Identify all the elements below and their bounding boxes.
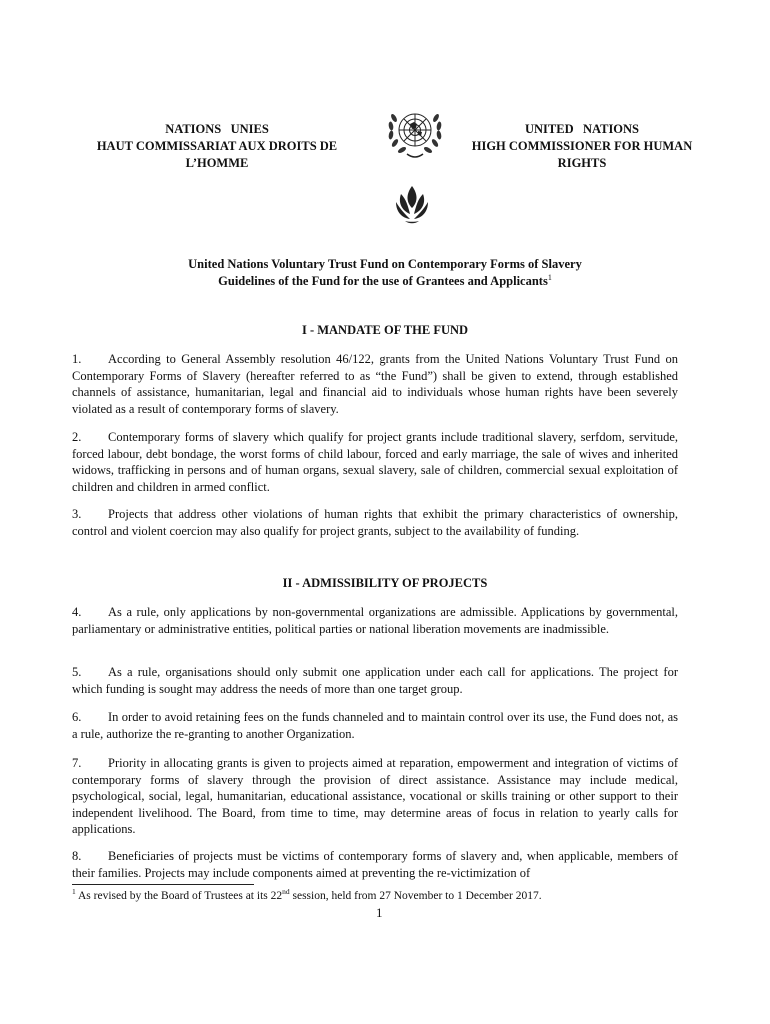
paragraph-number: 2. <box>72 430 82 444</box>
paragraph-number: 8. <box>72 849 82 863</box>
paragraph-8 <box>72 848 678 881</box>
header-left-line-2: HAUT COMMISSARIAT AUX DROITS DE <box>96 139 338 153</box>
paragraph-number: 3. <box>72 507 82 521</box>
header-right-line-2: HIGH COMMISSIONER FOR HUMAN <box>471 139 693 153</box>
footnote <box>72 887 542 902</box>
paragraph-number: 6. <box>72 710 82 724</box>
paragraph-text: Beneficiaries of projects must be victims of contemporary forms of slavery and, when applicable, members of their families. Projects may include components aimed at preventing the re-victimization of <box>72 849 678 880</box>
paragraph-text: As a rule, only applications by non-governmental organizations are admissible. Applications by governmental, parliamentary or administrative entities, political parties or national liberation movements are inadmissible. <box>72 605 678 636</box>
header-left-french <box>72 121 362 172</box>
paragraph-7 <box>72 755 678 838</box>
header-right-line-3: RIGHTS <box>557 156 607 170</box>
title-line-2 <box>72 273 698 290</box>
paragraph-text: According to General Assembly resolution 46/122, grants from the United Nations Voluntary Trust Fund on Contemporary Forms of Slavery (hereafter referred to as “the Fund”) shall be given to extend, through established channels of assistance, humanitarian, legal and financial aid to individuals whose human rights have been severely violated as a result of contemporary forms of slavery. <box>72 352 678 416</box>
un-emblem-icon <box>382 104 448 162</box>
paragraph-number: 4. <box>72 605 82 619</box>
header-left-line-1: NATIONS UNIES <box>165 122 269 136</box>
title-line-1: United Nations Voluntary Trust Fund on Contemporary Forms of Slavery <box>188 257 582 271</box>
footnote-ordinal: nd <box>282 887 290 897</box>
footnote-text-end: session, held from 27 November to 1 December 2017. <box>289 890 542 902</box>
paragraph-number: 7. <box>72 756 82 770</box>
paragraph-number: 5. <box>72 665 82 679</box>
paragraph-1 <box>72 351 678 417</box>
paragraph-4 <box>72 604 678 637</box>
section-heading-admissibility: II - ADMISSIBILITY OF PROJECTS <box>282 576 488 590</box>
title-footnote-mark: 1 <box>547 272 552 282</box>
paragraph-text: Priority in allocating grants is given to projects aimed at reparation, empowerment and integration of victims of contemporary forms of slavery through the provision of direct assistance. Assistance may include medical, psychological, social, legal, humanitarian, educational assistance, vocational or skills training or other support to their independent livelihood. The Board, from time to time, may determine areas of focus in relation to yearly calls for applications. <box>72 756 678 837</box>
paragraph-text: Projects that address other violations of human rights that exhibit the primary characteristics of ownership, control and violent coercion may also qualify for project grants, subject to the availability of funding. <box>72 507 678 538</box>
header-right-line-1: UNITED NATIONS <box>524 122 640 136</box>
paragraph-2 <box>72 429 678 495</box>
paragraph-text: As a rule, organisations should only submit one application under each call for applications. The project for which funding is sought may address the needs of more than one target group. <box>72 665 678 696</box>
title-line-2-text: Guidelines of the Fund for the use of Grantees and Applicants <box>218 274 548 288</box>
paragraph-6 <box>72 709 678 742</box>
paragraph-number: 1. <box>72 352 82 366</box>
header-left-line-3: L’HOMME <box>185 156 249 170</box>
paragraph-3 <box>72 506 678 539</box>
paragraph-text: Contemporary forms of slavery which qualify for project grants include traditional slavery, serfdom, servitude, forced labour, debt bondage, the worst forms of child labour, forced and early marriage, the sale of wives and inherited widows, trafficking in persons and of human organs, sexual slavery, sale of children, commercial sexual exploitation of children and children in armed conflict. <box>72 430 678 494</box>
footnote-mark: 1 <box>72 887 76 897</box>
ohchr-emblem-icon <box>393 184 431 226</box>
section-heading-mandate: I - MANDATE OF THE FUND <box>301 323 469 337</box>
footnote-text-start: As revised by the Board of Trustees at its 22 <box>78 890 283 902</box>
page-number: 1 <box>376 905 383 920</box>
paragraph-text: In order to avoid retaining fees on the funds channeled and to maintain control over its use, the Fund does not, as a rule, authorize the re-granting to another Organization. <box>72 710 678 741</box>
header-right-english <box>455 121 709 172</box>
paragraph-5 <box>72 664 678 697</box>
footnote-separator <box>72 884 254 885</box>
document-title <box>72 256 698 290</box>
